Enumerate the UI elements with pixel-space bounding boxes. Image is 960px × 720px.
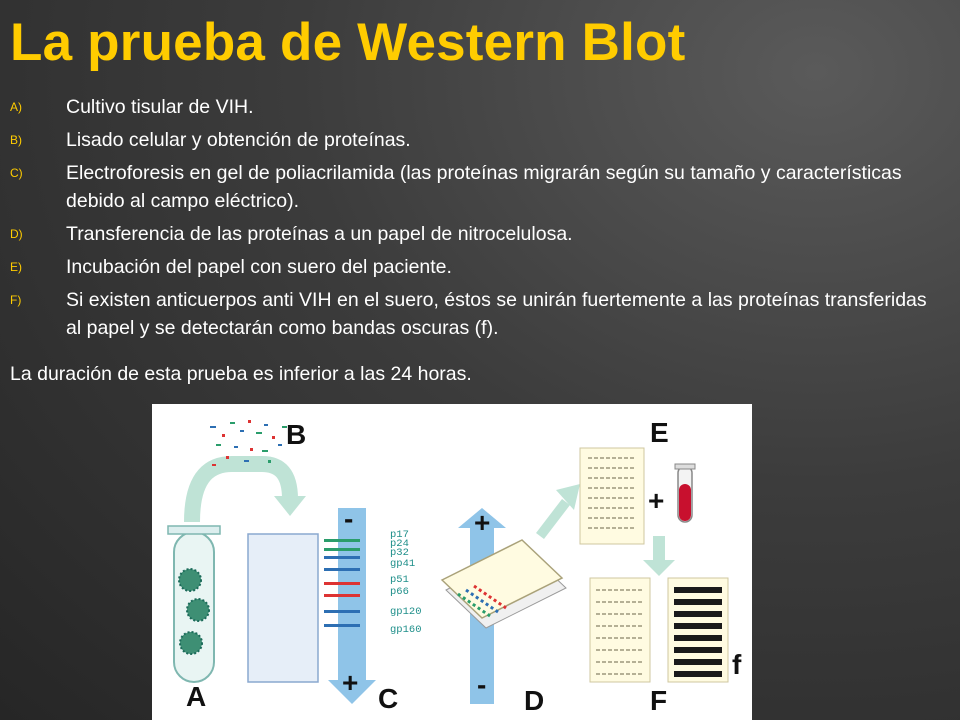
footer-note: La duración de esta prueba es inferior a las 24 horas. — [10, 363, 472, 385]
list-item — [10, 220, 940, 248]
protein-label: p66 — [390, 586, 409, 598]
protein-label: gp120 — [390, 606, 422, 618]
protein-label: gp41 — [390, 558, 416, 570]
list-item-text: Transferencia de las proteínas a un papel de nitrocelulosa. — [66, 223, 573, 245]
list-marker: A) — [10, 100, 22, 114]
western-blot-diagram — [152, 404, 752, 720]
diagonal-arrow-icon — [540, 502, 566, 536]
list-marker: D) — [10, 227, 23, 241]
list-marker: C) — [10, 166, 23, 180]
protein-label: p17 — [390, 529, 409, 541]
protein-label: p51 — [390, 574, 409, 586]
list-marker: F) — [10, 293, 22, 307]
list-item — [10, 159, 940, 215]
list-item-text: Si existen anticuerpos anti VIH en el suero, éstos se unirán fuertemente a las proteínas transferidas al papel y se detectarán como bandas oscuras (f). — [66, 289, 927, 339]
paper-strip — [580, 448, 644, 544]
gel — [248, 534, 318, 682]
list-item-text: Lisado celular y obtención de proteínas. — [66, 129, 411, 151]
list-item — [10, 253, 940, 281]
protein-label: p32 — [390, 547, 409, 559]
minus-sign: - — [344, 503, 354, 534]
diagram-svg — [152, 404, 752, 720]
label-f-small: f — [732, 649, 742, 680]
list-marker: B) — [10, 133, 22, 147]
protein-labels — [390, 529, 422, 636]
protein-label: p24 — [390, 538, 409, 550]
label-e: E — [650, 417, 669, 448]
list-item-text: Electroforesis en gel de poliacrilamida (las proteínas migrarán según su tamaño y características debido al campo eléctrico). — [66, 162, 902, 212]
virus-icon — [180, 632, 202, 654]
slide-title: La prueba de Western Blot — [10, 13, 686, 72]
virus-icon — [179, 569, 201, 591]
list-marker: E) — [10, 260, 22, 274]
list-item — [10, 93, 940, 121]
minus-sign: - — [477, 669, 487, 700]
steps-list — [10, 93, 940, 347]
test-tube — [168, 526, 220, 682]
plus-sign: + — [648, 485, 665, 516]
label-b: B — [286, 419, 307, 450]
label-a: A — [186, 681, 207, 712]
plus-sign: + — [342, 667, 359, 698]
label-d: D — [524, 685, 545, 716]
list-item-text: Cultivo tisular de VIH. — [66, 96, 254, 118]
curved-arrow-icon — [192, 464, 290, 522]
label-f: F — [650, 685, 668, 716]
result-strip-plain — [590, 578, 650, 682]
list-item — [10, 126, 940, 154]
virus-icon — [187, 599, 209, 621]
arrow-head-icon — [274, 496, 306, 516]
transfer-sheets — [442, 540, 566, 628]
result-strip-bands — [668, 578, 728, 682]
list-item — [10, 286, 940, 342]
down-arrow-icon — [653, 536, 665, 562]
plus-sign: + — [474, 507, 491, 538]
serum-tube-icon — [675, 464, 695, 522]
electrophoresis-arrow — [328, 503, 376, 704]
arrow-head-icon — [643, 560, 675, 576]
protein-label: gp160 — [390, 624, 422, 636]
label-c: C — [378, 683, 399, 714]
list-item-text: Incubación del papel con suero del paciente. — [66, 256, 452, 278]
